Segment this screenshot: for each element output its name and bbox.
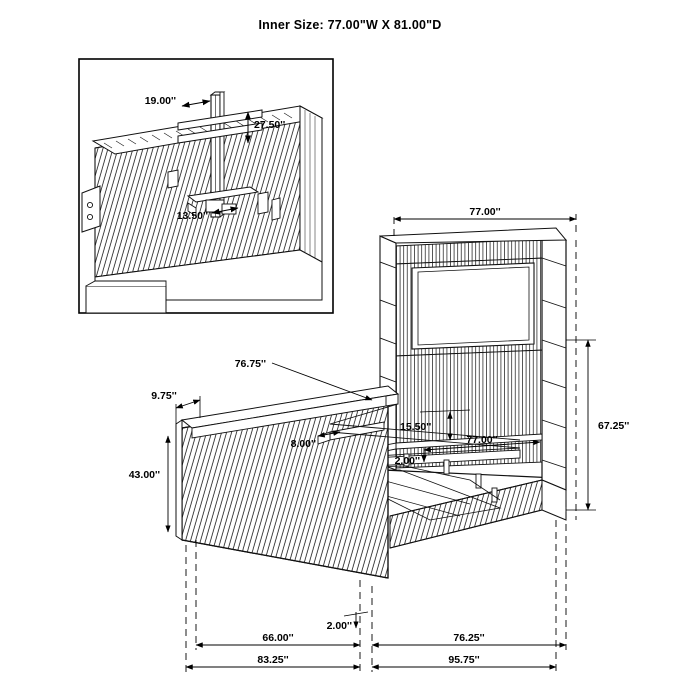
inset-dim-1-label: 19.00''	[144, 95, 176, 107]
label-footboard-height: 43.00''	[128, 469, 160, 481]
label-slat-clearance: 15.50''	[400, 421, 432, 433]
inset-dim-2-label: 27.50''	[254, 119, 286, 131]
detail-inset-view	[79, 59, 333, 313]
label-rail-thickness-top: 2.00''	[394, 455, 420, 467]
label-headboard-height: 67.25''	[598, 420, 630, 432]
label-rail-thickness-bottom: 2.00''	[326, 620, 352, 632]
label-rail-inset: 8.00''	[290, 438, 316, 450]
label-overall-depth: 95.75''	[448, 654, 480, 666]
label-headboard-width: 77.00''	[469, 206, 501, 218]
label-bed-depth-inner: 76.25''	[453, 632, 485, 644]
page-title: Inner Size: 77.00"W X 81.00"D	[258, 18, 442, 32]
label-overall-footboard-width: 83.25''	[257, 654, 289, 666]
label-footboard-offset: 9.75''	[151, 390, 177, 402]
dim-headboard-height	[566, 340, 596, 510]
inset-dim-3-label: 13.50''	[176, 210, 208, 222]
label-inner-width: 77.00''	[466, 434, 498, 446]
label-footboard-width: 66.00''	[262, 632, 294, 644]
label-side-rail-length: 76.75''	[234, 358, 266, 370]
dim-side-rail-length	[272, 363, 372, 400]
